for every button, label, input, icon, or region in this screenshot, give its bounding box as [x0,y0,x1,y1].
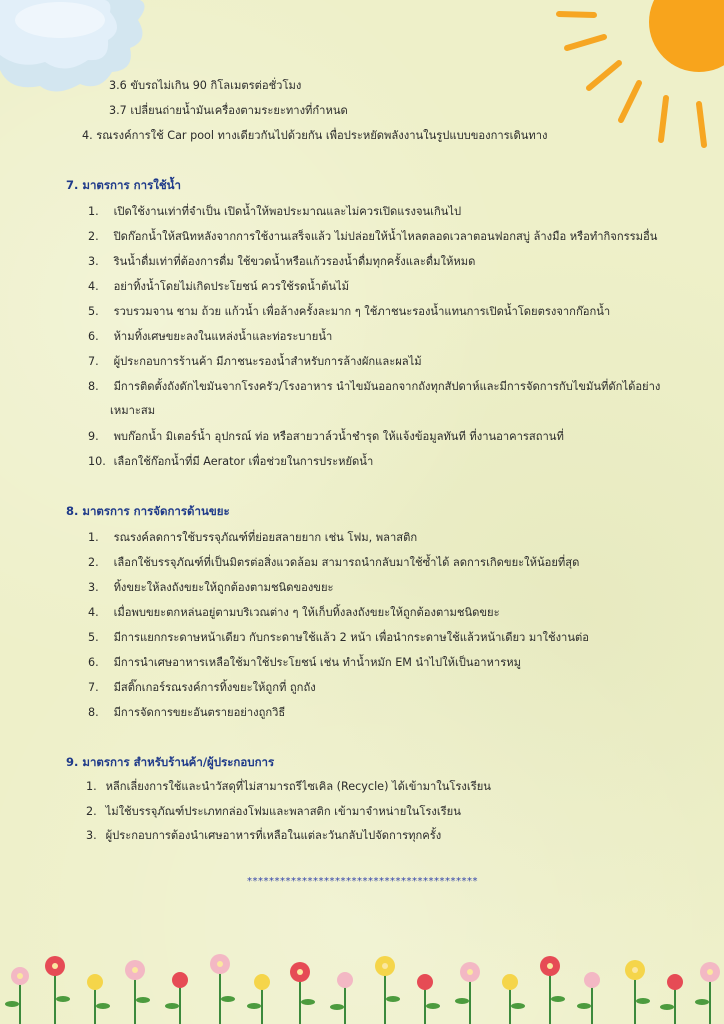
item-number: 6. [88,330,99,343]
item-text: หลีกเลี่ยงการใช้และนำวัสดุที่ไม่สามารถรีไซเคิล (Recycle) ได้เข้ามาในโรงเรียน [105,780,491,793]
item-text: มีการแยกกระดาษหน้าเดียว กับกระดาษใช้แล้ว 2 หน้า เพื่อนำกระดาษใช้แล้วหน้าเดียว มาใช้งานต่อ [113,631,589,644]
item-number: 2. [88,556,99,569]
item-number: 2. [86,805,97,818]
list-item [88,229,657,245]
list-item [88,329,332,345]
item-text: ปิดก๊อกน้ำให้สนิทหลังจากการใช้งานเสร็จแล้ว ไม่ปล่อยให้น้ำไหลตลอดเวลาตอนฟอกสบู่ ล้างมือ หรือทำกิจกรรมอื่น [113,230,658,243]
list-item [86,779,491,795]
item-number: 1. [88,531,99,544]
item-number: 8. [88,706,99,719]
item-text: เมื่อพบขยะตกหล่นอยู่ตามบริเวณต่าง ๆ ให้เก็บทิ้งลงถังขยะให้ถูกต้องตามชนิดขยะ [113,606,500,619]
item-text: รวบรวมจาน ชาม ถ้วย แก้วน้ำ เพื่อล้างครั้งละมาก ๆ ใช้ภาชนะรองน้ำแทนการเปิดน้ำโดยตรงจากก๊อกน้ำ [113,305,611,318]
item-number: 1. [86,780,97,793]
item-number: 3. [88,581,99,594]
item-text: รินน้ำดื่มเท่าที่ต้องการดื่ม ใช้ขวดน้ำหรือแก้วรองน้ำดื่มทุกครั้งและดื่มให้หมด [113,255,476,268]
item-number: 6. [88,656,99,669]
list-item [88,580,334,596]
item-number: 3. [86,829,97,842]
item-number: 2. [88,230,99,243]
item-number: 4. [88,606,99,619]
item-text: มีการจัดการขยะอันตรายอย่างถูกวิธี [113,706,286,719]
item-text: เลือกใช้ก๊อกน้ำที่มี Aerator เพื่อช่วยในการประหยัดน้ำ [113,455,374,468]
item-number: 3.7 [109,104,127,117]
item-text: มีการนำเศษอาหารเหลือใช้มาใช้ประโยชน์ เช่น ทำน้ำหมัก EM นำไปให้เป็นอาหารหมู [113,656,521,669]
list-item [88,204,461,220]
list-item [88,680,316,696]
list-item [88,254,475,270]
item-number: 7. [88,355,99,368]
section-heading-vendors: 9. มาตรการ สำหรับร้านค้า/ผู้ประกอบการ [66,755,275,769]
item-text: ไม่ใช้บรรจุภัณฑ์ประเภทกล่องโฟมและพลาสติก เข้ามาจำหน่ายในโรงเรียน [105,805,461,818]
item-number: 3.6 [109,79,127,92]
sun-icon [549,0,724,160]
section-heading-waste: 8. มาตรการ การจัดการด้านขยะ [66,504,230,518]
section-heading-water: 7. มาตรการ การใช้น้ำ [66,178,181,192]
flower-border-icon [0,944,724,1024]
item-number: 5. [88,631,99,644]
item-text: มีการติดตั้งถังดักไขมันจากโรงครัว/โรงอาหาร นำไขมันออกจากถังทุกสัปดาห์และมีการจัดการกับไขมันที่ดักได้อย่าง [113,380,661,393]
item-text: ผู้ประกอบการร้านค้า มีภาชนะรองน้ำสำหรับการล้างผักและผลไม้ [113,355,422,368]
item-number: 8. [88,380,99,393]
item-text: เปลี่ยนถ่ายน้ำมันเครื่องตามระยะทางที่กำหนด [130,104,348,117]
list-item [88,530,417,546]
separator-stars: ****************************************** [247,876,478,887]
intro-item [109,78,301,94]
list-item [88,605,500,621]
list-item [88,304,610,320]
item-number: 10. [88,455,106,468]
intro-item [109,103,348,119]
item-text: อย่าทิ้งน้ำโดยไม่เกิดประโยชน์ ควรใช้รดน้ำต้นไม้ [113,280,350,293]
list-item [88,354,422,370]
list-item [86,804,461,820]
item-text: เปิดใช้งานเท่าที่จำเป็น เปิดน้ำให้พอประมาณและไม่ควรเปิดแรงจนเกินไป [113,205,462,218]
item-number: 3. [88,255,99,268]
item-text: พบก๊อกน้ำ มิเตอร์น้ำ อุปกรณ์ ท่อ หรือสายวาล์วน้ำชำรุด ให้แจ้งข้อมูลทันที ที่งานอาคารสถานที่ [113,430,564,443]
item-text: รณรงค์ลดการใช้บรรจุภัณฑ์ที่ย่อยสลายยาก เช่น โฟม, พลาสติก [113,531,418,544]
list-item [88,655,521,671]
list-item [88,454,373,470]
list-item [88,555,579,571]
item-text: รณรงค์การใช้ Car pool ทางเดียวกันไปด้วยกัน เพื่อประหยัดพลังงานในรูปแบบของการเดินทาง [96,129,548,142]
item-number: 4. [82,129,93,142]
item-text: มีสติ๊กเกอร์รณรงค์การทิ้งขยะให้ถูกที่ ถูกถัง [113,681,316,694]
list-item [88,630,589,646]
list-item [88,429,564,445]
intro-item [82,128,548,144]
item-text: ขับรถไม่เกิน 90 กิโลเมตรต่อชั่วโมง [130,79,302,92]
list-item [88,379,660,395]
item-text: ผู้ประกอบการต้องนำเศษอาหารที่เหลือในแต่ละวันกลับไปจัดการทุกครั้ง [105,829,442,842]
item-text: ทิ้งขยะให้ลงถังขยะให้ถูกต้องตามชนิดของขยะ [113,581,334,594]
item-number: 1. [88,205,99,218]
item-number: 4. [88,280,99,293]
item-number: 5. [88,305,99,318]
list-item [88,705,285,721]
item-text: ห้ามทิ้งเศษขยะลงในแหล่งน้ำและท่อระบายน้ำ [113,330,333,343]
item-text: เลือกใช้บรรจุภัณฑ์ที่เป็นมิตรต่อสิ่งแวดล้อม สามารถนำกลับมาใช้ซ้ำได้ ลดการเกิดขยะให้น้อยที่สุด [113,556,580,569]
list-item [86,828,441,844]
list-item [88,279,349,295]
list-item-continuation: เหมาะสม [110,404,156,417]
item-number: 9. [88,430,99,443]
item-number: 7. [88,681,99,694]
